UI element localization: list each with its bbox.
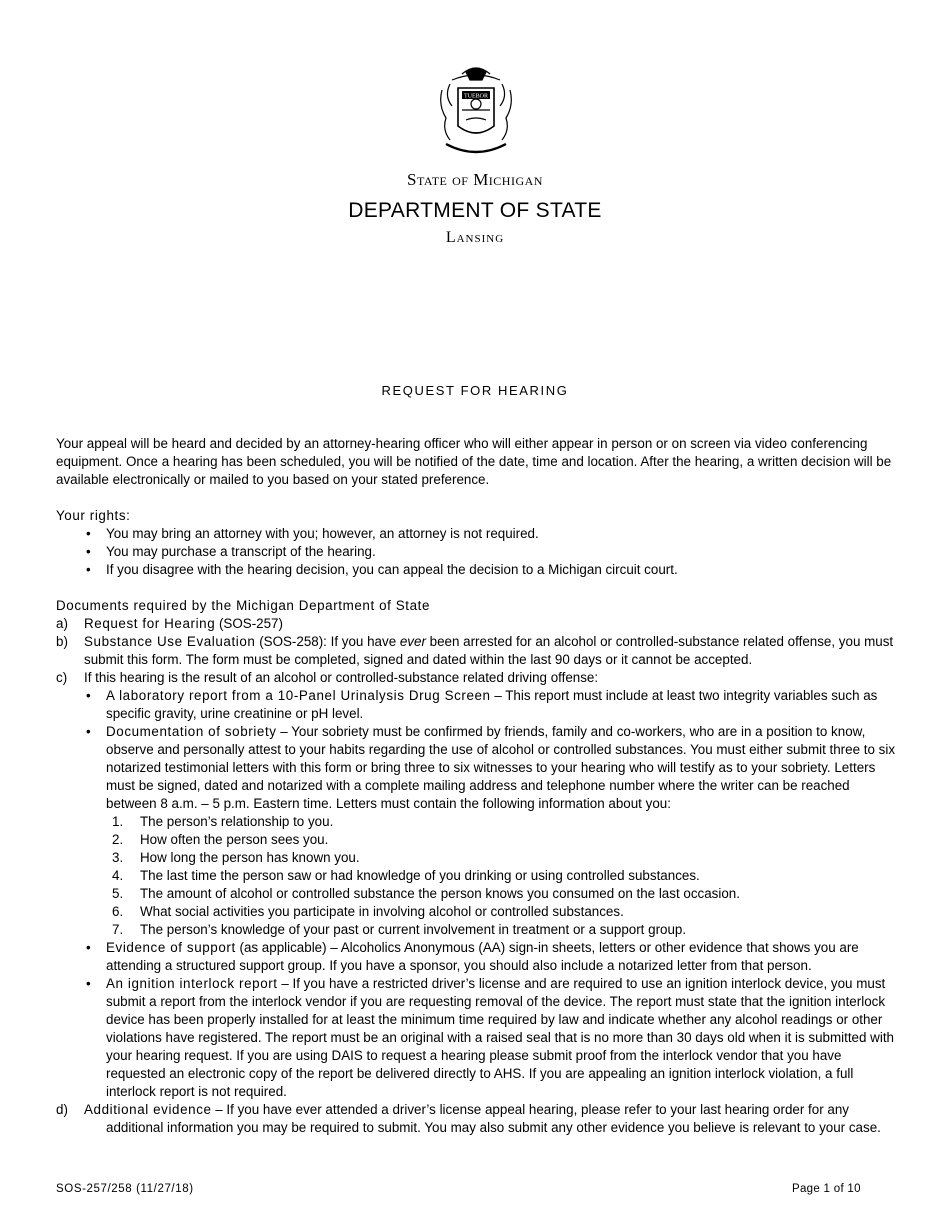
rights-heading: Your rights: <box>56 508 131 523</box>
bullet-label: A laboratory report from a 10-Panel Urinalysis Drug Screen <box>106 688 491 703</box>
item-label: Additional evidence <box>84 1102 212 1117</box>
documents-item-d <box>56 1101 898 1137</box>
documents-item-b <box>56 633 898 669</box>
bullet-label: An ignition interlock report <box>106 976 278 991</box>
bullet-item <box>106 687 898 723</box>
bullet-item <box>106 939 898 975</box>
intro-paragraph: Your appeal will be heard and decided by an attorney-hearing officer who will either appear in person or on screen via video conferencing equipment. Once a hearing has been scheduled, you will be notified of the date, time and location. After the hearing, a written decision will be available electronically or mailed to you based on your stated preference. <box>56 436 892 487</box>
documents-item-a <box>56 615 898 633</box>
sobriety-letter-requirements <box>106 813 898 939</box>
number-marker: 5. <box>112 886 124 901</box>
numbered-item <box>112 813 898 831</box>
number-marker: 2. <box>112 832 124 847</box>
number-marker: 1. <box>112 814 124 829</box>
item-marker: d) <box>56 1102 68 1117</box>
numbered-item <box>112 849 898 867</box>
bullet-item <box>106 723 898 939</box>
numbered-text: How often the person sees you. <box>140 832 329 847</box>
documents-item-c <box>56 669 898 687</box>
item-label: Substance Use Evaluation <box>84 634 256 649</box>
city-name: Lansing <box>445 229 505 246</box>
numbered-text: The last time the person saw or had knowledge of you drinking or using controlled substances. <box>140 868 700 883</box>
numbered-text: How long the person has known you. <box>140 850 360 865</box>
item-text: – If you have ever attended a driver’s license appeal hearing, please refer to your last hearing order for any additional information you may be required to submit. You may also submit any other evidence you believe is relevant to your case. <box>106 1102 881 1135</box>
rights-item: • You may purchase a transcript of the hearing. <box>106 543 898 561</box>
numbered-text: The amount of alcohol or controlled substance the person knows you consumed on the last occasion. <box>140 886 740 901</box>
bullet-text: (as applicable) – Alcoholics Anonymous (AA) sign-in sheets, letters or other evidence that shows you are attending a structured support group. If you have a sponsor, you should also include a notarized letter from that person. <box>106 940 859 973</box>
item-text: If this hearing is the result of an alcohol or controlled-substance related driving offense: <box>84 670 599 685</box>
page-title: REQUEST FOR HEARING <box>381 383 569 398</box>
number-marker: 6. <box>112 904 124 919</box>
number-marker: 7. <box>112 922 124 937</box>
numbered-item <box>112 867 898 885</box>
bullet-text: – If you have a restricted driver’s license and are required to use an ignition interlock device, you must submit a report from the interlock vendor if you are requesting removal of the device. The report must state that the ignition interlock device has been properly installed for at least the minimum time required by law and indicate whether any alcohol readings or other violations have registered. The report must be an original with a raised seal that is no more than 30 days old when it is submitted with your hearing request. If you are using DAIS to request a hearing please submit proof from the interlock vendor that you have requested an electronic copy of the report be delivered directly to AHS. If you are appealing an ignition interlock violation, a full interlock report is not required. <box>106 976 894 1099</box>
item-marker: b) <box>56 634 68 649</box>
bullet-text: – This report must include at least two integrity variables such as specific gravity, urine creatinine or pH level. <box>106 688 878 721</box>
bullet-label: Documentation of sobriety <box>106 724 277 739</box>
form-id: SOS-257/258 (11/27/18) <box>56 1183 194 1195</box>
item-text: (SOS-258): If you have <box>255 634 400 649</box>
rights-item: • If you disagree with the hearing decision, you can appeal the decision to a Michigan circuit court. <box>106 561 898 579</box>
seal-motto: TUEBOR <box>464 93 488 100</box>
numbered-text: The person’s knowledge of your past or current involvement in treatment or a support group. <box>140 922 687 937</box>
item-marker: a) <box>56 616 68 631</box>
department-name: DEPARTMENT OF STATE <box>348 199 602 222</box>
rights-item: • You may bring an attorney with you; however, an attorney is not required. <box>106 525 898 543</box>
documents-c-bullets <box>56 687 898 1101</box>
item-text: (SOS-257) <box>215 616 283 631</box>
documents-heading: Documents required by the Michigan Department of State <box>56 598 431 613</box>
page-number: Page 1 of 10 <box>792 1183 861 1195</box>
michigan-state-seal <box>432 60 520 162</box>
numbered-text: What social activities you participate in involving alcohol or controlled substances. <box>140 904 624 919</box>
rights-list <box>56 525 898 579</box>
numbered-item <box>112 921 898 939</box>
numbered-item <box>112 831 898 849</box>
numbered-text: The person’s relationship to you. <box>140 814 334 829</box>
document-body <box>56 435 898 1137</box>
item-text: been arrested for an alcohol or controlled-substance related offense, you must submit this form. The form must be completed, signed and dated within the last 90 days or it cannot be accepted. <box>84 634 894 667</box>
bullet-text: – Your sobriety must be confirmed by friends, family and co-workers, who are in a position to know, observe and personally attest to your habits regarding the use of alcohol or controlled substances. You must either submit three to six notarized testimonial letters with this form or bring three to six witnesses to your hearing who will testify as to your sobriety. Letters must be signed, dated and notarized with a complete mailing address and telephone number where the writer can be reached between 8 a.m. – 5 p.m. Eastern time. Letters must contain the following information about you: <box>106 724 896 811</box>
numbered-item <box>112 903 898 921</box>
numbered-item <box>112 885 898 903</box>
item-marker: c) <box>56 670 68 685</box>
state-name: State of Michigan <box>407 170 543 189</box>
item-label: Request for Hearing <box>84 616 216 631</box>
number-marker: 3. <box>112 850 124 865</box>
bullet-item <box>106 975 898 1101</box>
item-emphasis: ever <box>399 634 426 649</box>
bullet-label: Evidence of support <box>106 940 236 955</box>
number-marker: 4. <box>112 868 124 883</box>
